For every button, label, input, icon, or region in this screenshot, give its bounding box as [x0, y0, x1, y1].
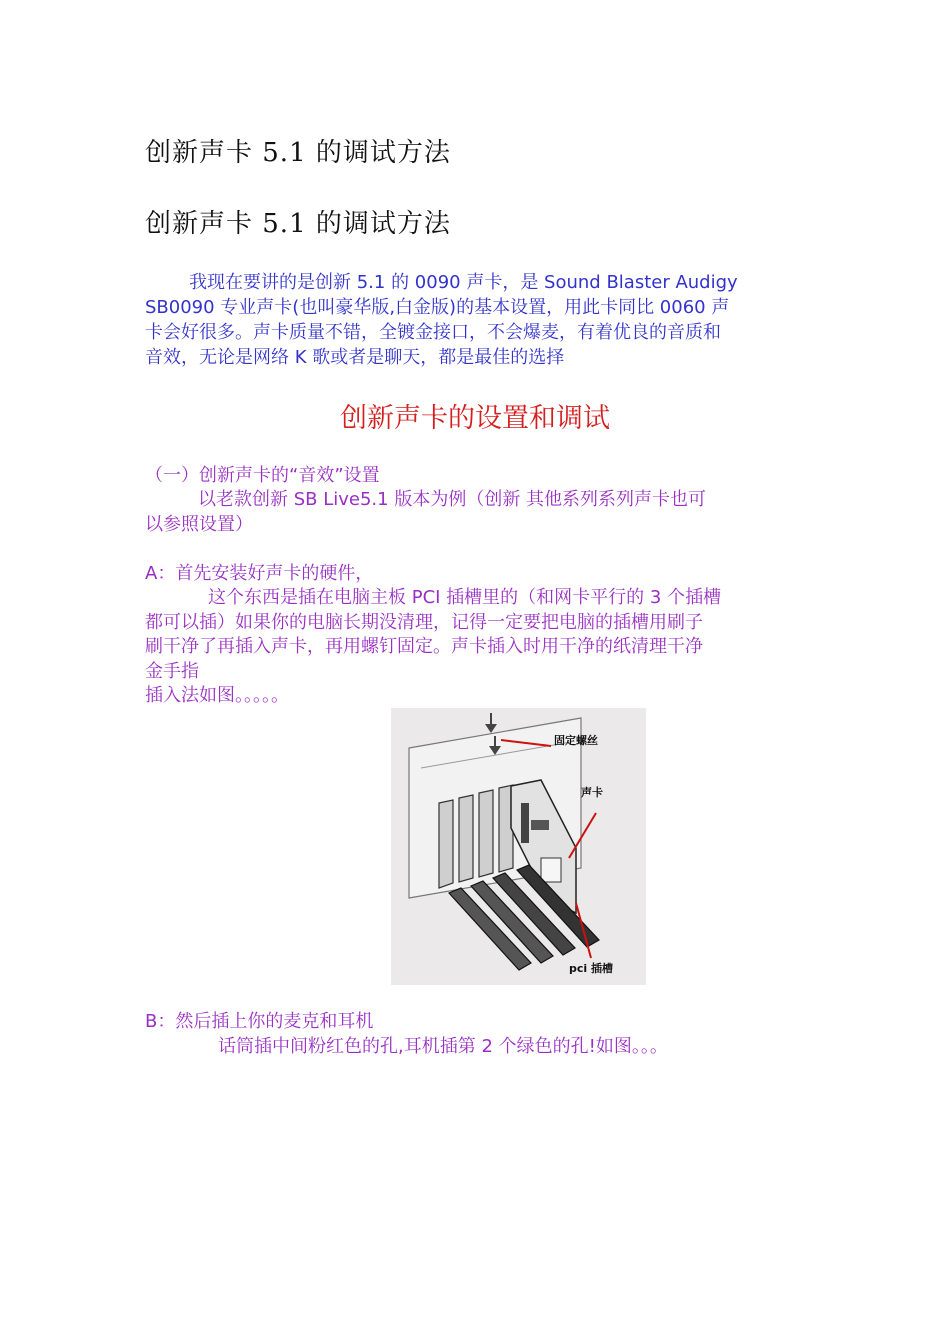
intro-line: 我现在要讲的是创新 5.1 的 0090 声卡，是 Sound Blaster Audigy — [189, 272, 738, 293]
section-title: 创新声卡的设置和调试 — [340, 403, 610, 434]
intro-paragraph — [145, 270, 810, 370]
step-a-line: 这个东西是插在电脑主板 PCI 插槽里的（和网卡平行的 3 个插槽 — [208, 587, 722, 608]
step-b-line: 话筒插中间粉红色的孔,耳机插第 2 个绿色的孔!如图。。。 — [218, 1036, 668, 1057]
intro-line: 音效，无论是网络 K 歌或者是聊天，都是最佳的选择 — [145, 347, 565, 368]
step-a-line: 金手指 — [145, 661, 199, 682]
label-slot: pci 插槽 — [569, 962, 613, 975]
install-diagram — [391, 708, 646, 985]
intro-line: SB0090 专业声卡(也叫豪华版,白金版)的基本设置，用此卡同比 0060 声 — [145, 297, 730, 318]
page-title: 创新声卡 5.1 的调试方法 — [145, 138, 451, 168]
step-b-heading: B：然后插上你的麦克和耳机 — [145, 1011, 374, 1032]
part1-desc-line: 以参照设置） — [145, 514, 253, 535]
step-a-heading: A：首先安装好声卡的硬件， — [145, 563, 374, 584]
sound-card-install-figure — [391, 708, 646, 985]
label-screw: 固定螺丝 — [554, 734, 598, 747]
step-a-line: 都可以插）如果你的电脑长期没清理，记得一定要把电脑的插槽用刷子 — [145, 612, 703, 633]
part1-heading: （一）创新声卡的“音效”设置 — [145, 465, 380, 486]
step-a-line: 刷干净了再插入声卡，再用螺钉固定。声卡插入时用干净的纸清理干净 — [145, 636, 703, 657]
step-a-line: 插入法如图。。。。。 — [145, 685, 289, 706]
label-card: 声卡 — [581, 786, 603, 799]
part1-desc-line: 以老款创新 SB Live5.1 版本为例（创新 其他系列系列声卡也可 — [198, 489, 707, 510]
intro-line: 卡会好很多。声卡质量不错，全镀金接口，不会爆麦，有着优良的音质和 — [145, 322, 721, 343]
page-subtitle: 创新声卡 5.1 的调试方法 — [145, 209, 451, 239]
